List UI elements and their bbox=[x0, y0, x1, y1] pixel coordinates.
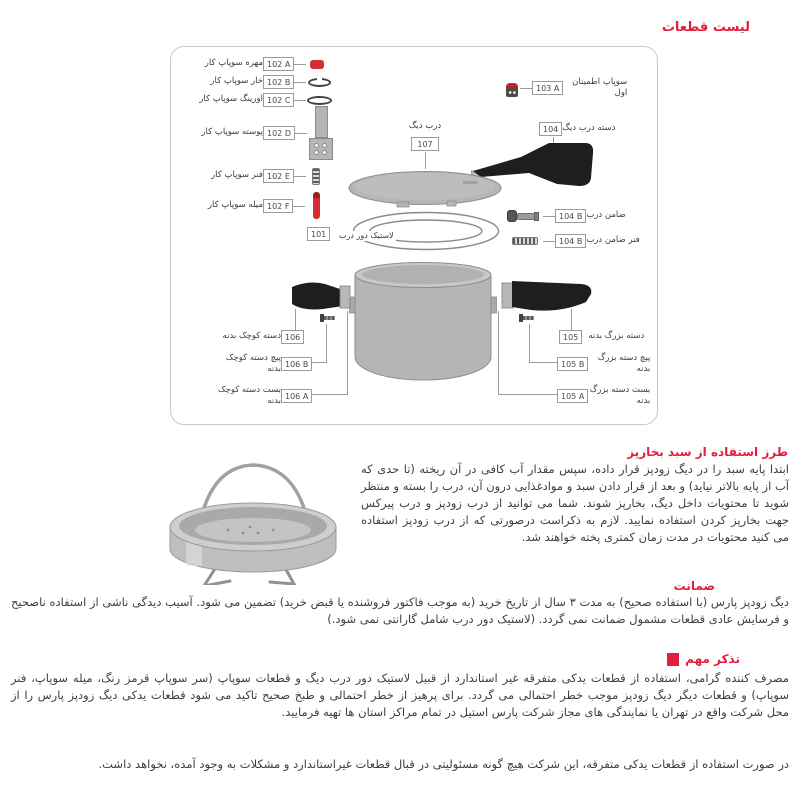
connector-line bbox=[295, 133, 307, 134]
part-code-box: 106 B bbox=[281, 357, 312, 371]
latch-head bbox=[507, 210, 517, 222]
notice-section-heading bbox=[667, 652, 740, 666]
red-square-icon bbox=[667, 653, 679, 666]
lid-notch bbox=[397, 202, 409, 207]
part-label: اورینگ سوپاپ کار bbox=[199, 94, 263, 105]
connector-line bbox=[520, 88, 532, 89]
connector-line bbox=[294, 100, 306, 101]
part-row-105a bbox=[557, 385, 654, 407]
part-code-box: 104 B bbox=[555, 209, 586, 223]
part-label: دسته بزرگ بدنه bbox=[588, 331, 645, 342]
housing-hole bbox=[314, 143, 319, 148]
valve-housing-icon bbox=[309, 106, 333, 162]
steamer-section-body: ابتدا پایه سبد را در دیگ زودپز قرار داده، سپس مقدار آب کافی در آن ریخته (تا حدی که آب از پایه بالاتر نیاید) و بعد از قرار دادن سبد و موادغذایی درون آن، درب را بسته و منتظر شوید تا محتویات داخل دیگ، بخارپز شوند. شما می توانید از درب زودپز و درب پیرکس جهت بخارپز کردن استفاده نمایید. لازم به ذکراست درصورتی که از درب زودپز استفاده می کنید محتویات در مدت زمان کمتری پخته خواهند شد. bbox=[361, 462, 789, 544]
part-row-106b bbox=[213, 353, 312, 375]
connector-line bbox=[294, 176, 306, 177]
part-code-box: 102 B bbox=[263, 75, 294, 89]
part-row-102d bbox=[175, 126, 307, 140]
pot-interior bbox=[362, 265, 484, 284]
latch-spring-icon bbox=[512, 237, 538, 245]
part-label: سوپاپ اطمینان اول bbox=[572, 77, 628, 99]
notice-section-body2: در صورت استفاده از قطعات یدکی متفرقه، این شرکت هیچ گونه مسئولیتی در قبال قطعات غیراستاندارد و مشکلات به وجود آمده، نخواهد داشت. bbox=[98, 757, 789, 771]
valve-rod-icon bbox=[313, 192, 320, 219]
part-row-102b bbox=[175, 75, 307, 89]
part-code-box: 106 bbox=[281, 330, 304, 344]
small-handle-mount bbox=[340, 286, 350, 308]
part-row-102f bbox=[175, 199, 307, 213]
part-code-box: 102 C bbox=[263, 93, 294, 107]
part-code-box: 102 D bbox=[263, 126, 295, 140]
small-handle-shape bbox=[292, 283, 343, 310]
part-code-box: 102 F bbox=[263, 199, 293, 213]
pot-wall bbox=[355, 275, 491, 380]
part-label: پیچ دسته کوچک بدنه bbox=[225, 353, 281, 375]
latch-body bbox=[517, 213, 535, 220]
part-label: لاستیک دور درب bbox=[339, 231, 394, 240]
part-label: درب دیگ bbox=[408, 121, 442, 131]
lid-highlight bbox=[355, 173, 495, 200]
housing-hole bbox=[322, 143, 327, 148]
part-row-105b bbox=[557, 353, 654, 375]
part-row-106a bbox=[213, 385, 312, 407]
small-body-handle-drawing bbox=[289, 279, 351, 313]
part-code-box: 106 A bbox=[281, 389, 312, 403]
part-row-106 bbox=[213, 330, 304, 344]
part-row-104b-latch bbox=[543, 209, 630, 223]
connector-line bbox=[295, 309, 296, 330]
part-row-102e bbox=[175, 169, 307, 183]
large-handle-shape bbox=[512, 281, 591, 311]
large-handle-mount bbox=[502, 283, 513, 308]
basket-hole bbox=[227, 529, 230, 532]
connector-line bbox=[294, 82, 306, 83]
basket-floor bbox=[195, 518, 311, 542]
pot-body-drawing bbox=[349, 261, 497, 385]
basket-hole bbox=[272, 529, 275, 532]
pot-lid-drawing bbox=[347, 169, 503, 211]
part-label: میله سوپاپ کار bbox=[207, 200, 263, 211]
page-title: لیست قطعات bbox=[661, 20, 750, 35]
lid-latch-icon bbox=[507, 210, 539, 222]
part-label: ضامن درب bbox=[586, 210, 626, 221]
valve-spring-icon bbox=[312, 168, 320, 185]
basket-hole bbox=[242, 532, 245, 535]
part-code-box: 105 A bbox=[557, 389, 588, 403]
basket-hole bbox=[249, 526, 252, 529]
housing-bottom bbox=[309, 138, 333, 160]
steamer-basket-image bbox=[158, 452, 348, 585]
part-code-box: 102 A bbox=[263, 57, 294, 71]
steamer-section-title: طرز استفاده از سبد بخارپز bbox=[627, 445, 788, 459]
connector-line bbox=[571, 309, 572, 330]
clip-gap bbox=[317, 77, 322, 81]
basket-hole bbox=[257, 532, 260, 535]
part-label: بست دسته بزرگ بدنه bbox=[589, 385, 651, 407]
notice-section-title: تذکر مهم bbox=[685, 652, 740, 666]
part-code-box: 105 bbox=[559, 330, 582, 344]
part-code-box: 103 A bbox=[532, 81, 563, 95]
safety-valve-icon bbox=[506, 83, 518, 97]
connector-line bbox=[543, 216, 555, 217]
housing-top bbox=[315, 106, 328, 138]
warranty-section-title: ضمانت bbox=[673, 579, 715, 593]
part-code-box: 101 bbox=[307, 227, 330, 241]
lid-brand-mark bbox=[463, 181, 478, 184]
connector-line bbox=[312, 311, 348, 395]
part-label: پوسته سوپاپ کار bbox=[201, 127, 263, 138]
part-label: بست دسته کوچک بدنه bbox=[217, 385, 281, 407]
part-label: مهره سوپاپ کار bbox=[204, 58, 263, 69]
connector-line bbox=[498, 311, 557, 395]
part-code-box: 104 bbox=[539, 122, 562, 136]
part-code-box: 104 B bbox=[555, 234, 586, 248]
valve-clip-icon bbox=[308, 78, 331, 87]
part-label: دسته کوچک بدنه bbox=[222, 331, 281, 342]
connector-line bbox=[293, 206, 305, 207]
warranty-section-body: دیگ زودپز پارس (با استفاده صحیح) به مدت ۳ سال از تاریخ خرید (به موجب فاکتور فروشنده یا قبض خرید) تضمین می شود. آسیب دیدگی ناشی از استفاده ناصحیح و فرسایش عادی قطعات مشمول ضمانت نمی گردد. (لاستیک دور درب شامل گارانتی نمی شود.) bbox=[11, 595, 789, 626]
part-label: فنر ضامن درب bbox=[586, 235, 640, 246]
housing-hole bbox=[314, 150, 319, 155]
part-label: خار سوپاپ کار bbox=[210, 76, 263, 87]
connector-line bbox=[294, 64, 306, 65]
part-label: دسته درب دیگ bbox=[562, 123, 616, 134]
part-row-105 bbox=[559, 330, 648, 344]
parts-diagram bbox=[170, 46, 658, 425]
housing-hole bbox=[322, 150, 327, 155]
part-row-104 bbox=[539, 122, 619, 136]
part-code-box: 102 E bbox=[263, 169, 294, 183]
part-code-box: 105 B bbox=[557, 357, 588, 371]
connector-line bbox=[543, 241, 555, 242]
latch-tip bbox=[534, 212, 539, 221]
part-row-102c bbox=[175, 93, 307, 107]
lid-notch bbox=[447, 201, 456, 206]
part-row-102a bbox=[175, 57, 307, 71]
large-body-handle-drawing bbox=[501, 277, 595, 315]
connector-line bbox=[425, 152, 426, 169]
part-row-104b-spring bbox=[543, 234, 644, 248]
valve-oring-icon bbox=[307, 96, 332, 105]
part-row-103a bbox=[520, 77, 631, 99]
part-label: فنر سوپاپ کار bbox=[211, 170, 263, 181]
valve-nut-icon bbox=[310, 60, 324, 69]
part-label: پیچ دسته بزرگ بدنه bbox=[597, 353, 651, 375]
notice-section-body1: مصرف کننده گرامی، استفاده از قطعات یدکی متفرقه غیر استاندارد از قبیل لاستیک دور درب دیگ و قطعات سوپاپ (سر سوپاپ قرمز رنگ، میله سوپاپ، فنر سوپاپ) و قطعات دیگر دیگ زودپز موجب خطر احتمالی می گردد. برای پرهیز از خطر احتمالی و طبخ صحیح تاکید می شود قطعات یدکی دیگ زودپز پارس را از محل شرکت واقع در تهران یا نمایندگی های مجاز شرکت پارس استیل در تمام مراکز استان ها تهیه فرمایید. bbox=[11, 671, 789, 719]
part-code-box: 107 bbox=[411, 137, 439, 151]
